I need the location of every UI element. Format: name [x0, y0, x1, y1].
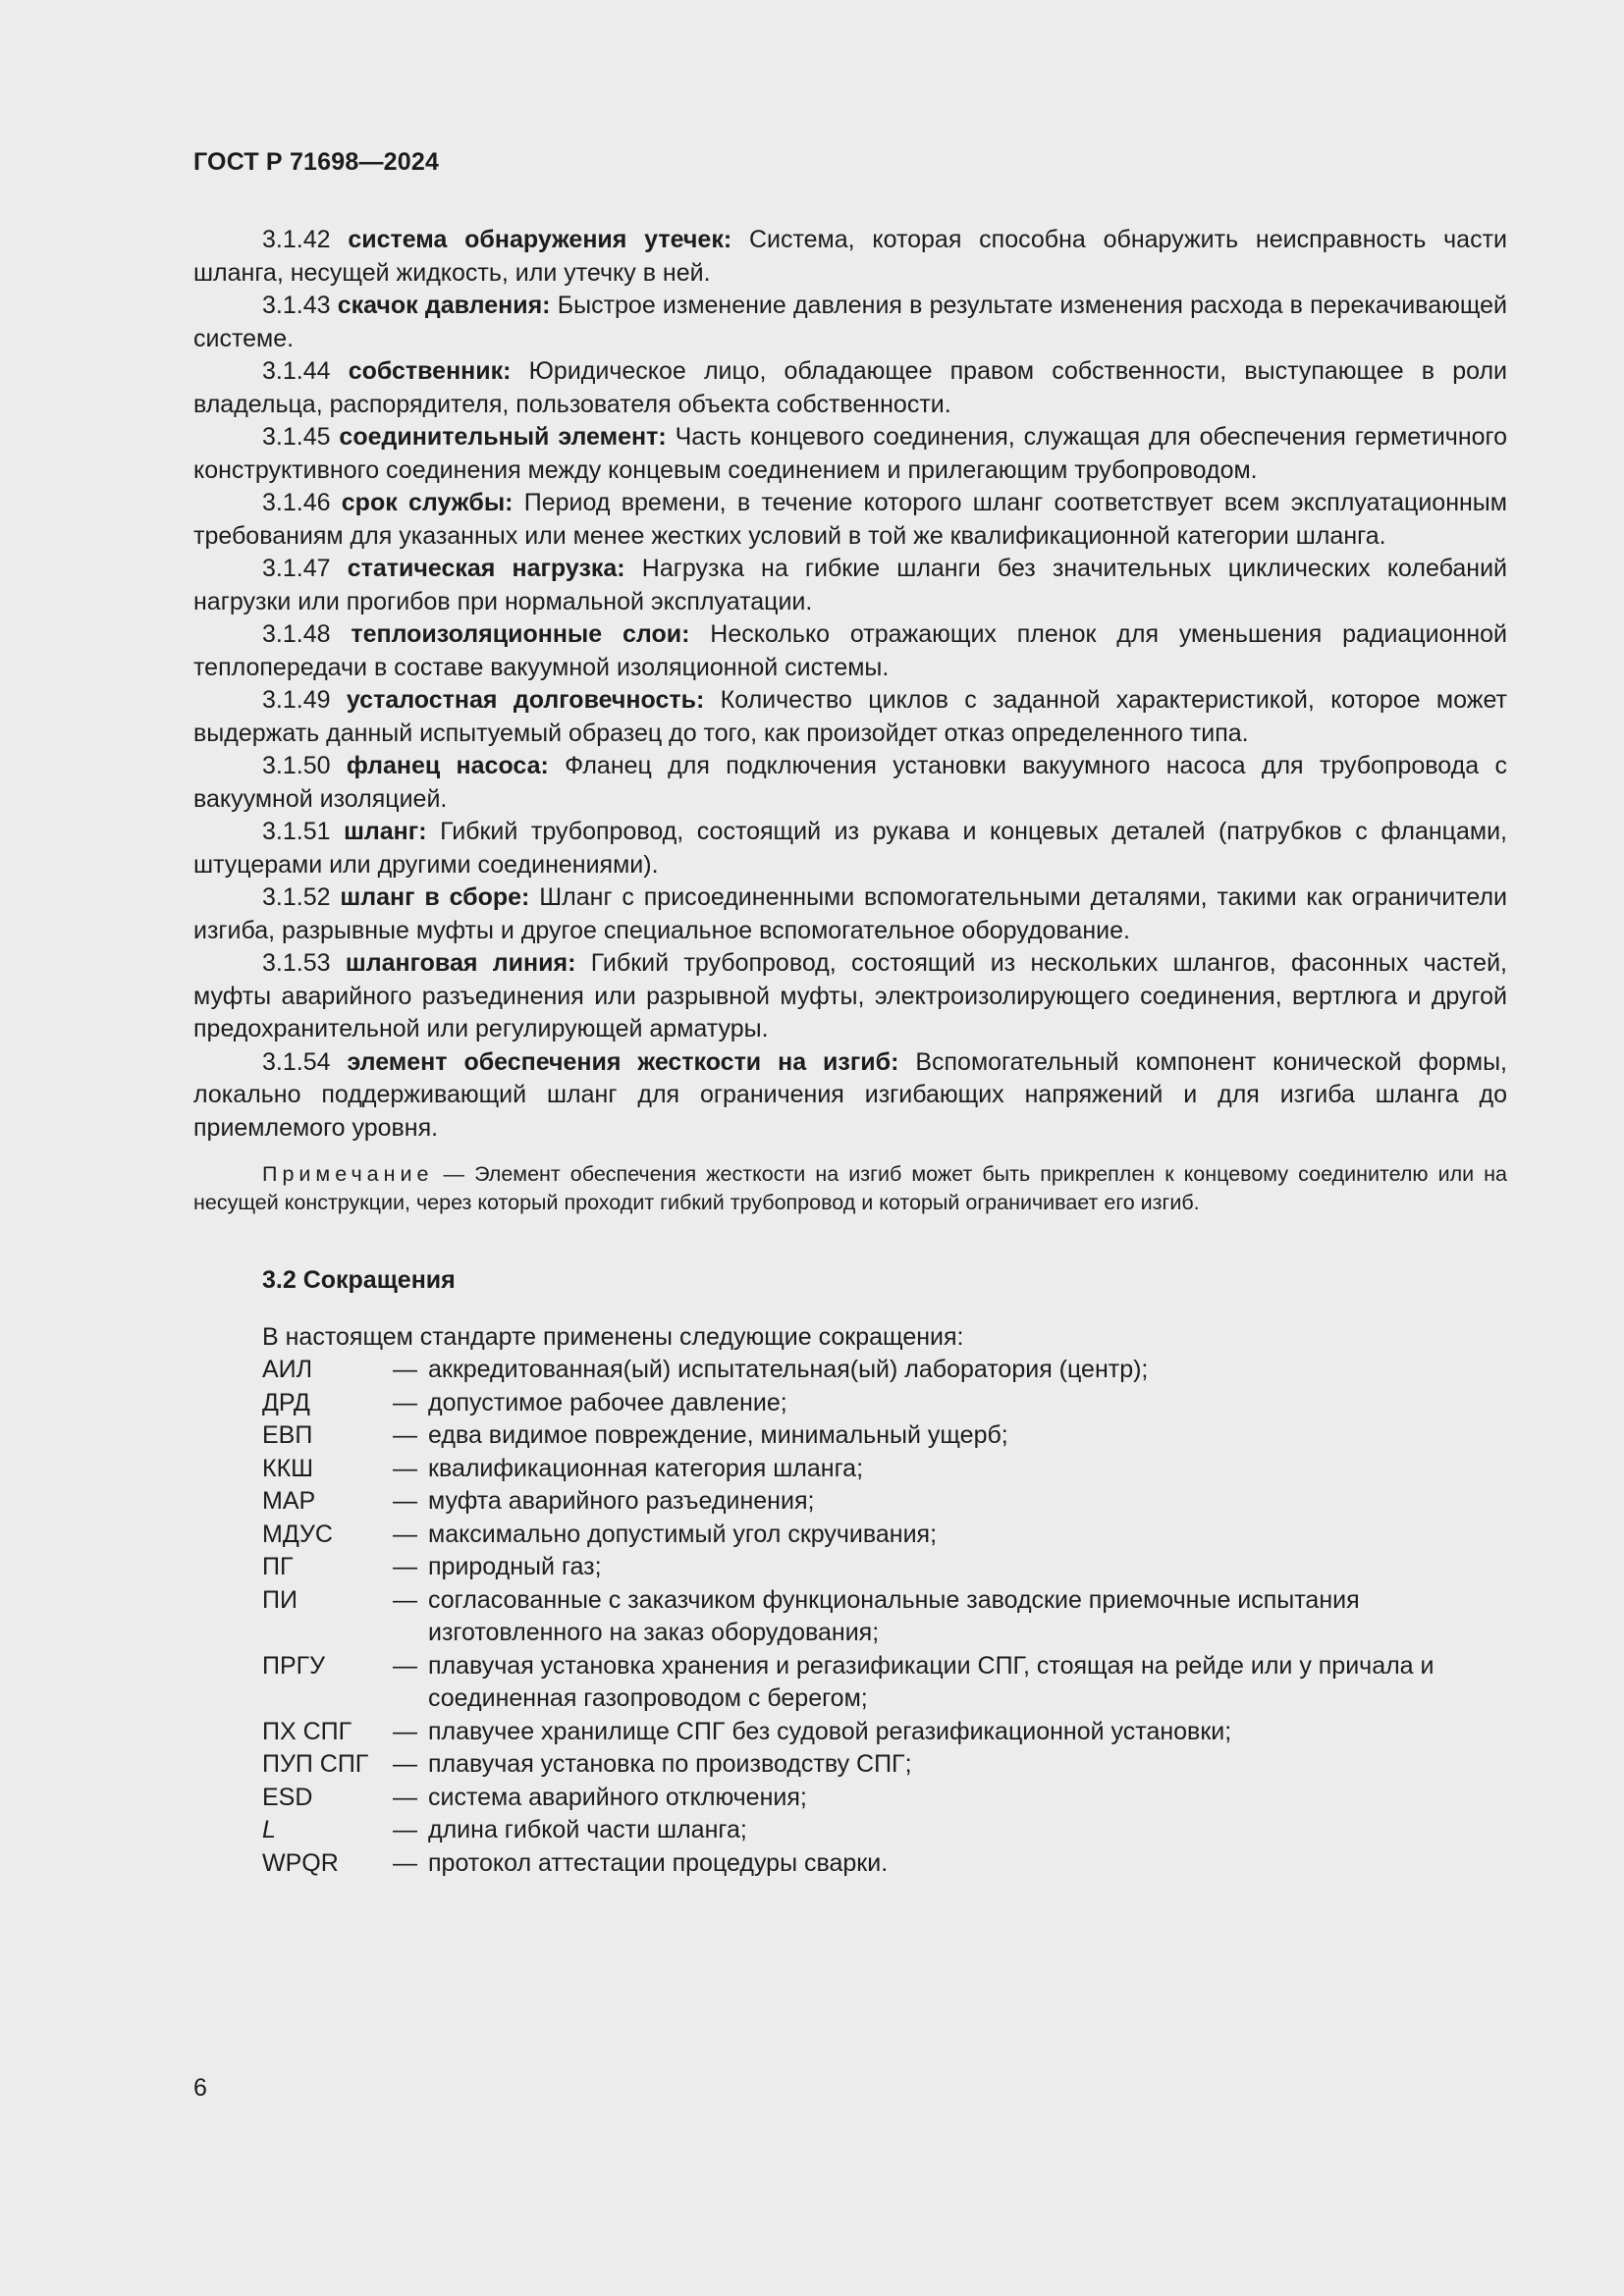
abbreviation-dash: — — [393, 1750, 417, 1778]
abbreviation-dash: — — [393, 1553, 417, 1580]
definition-number: 3.1.46 — [262, 489, 331, 516]
abbreviation-row — [262, 1453, 1507, 1486]
definition-item — [193, 421, 1507, 487]
abbreviation-value: согласованные с заказчиком функциональные заводские приемочные испытания изготовленного на заказ оборудования; — [428, 1585, 1360, 1646]
definition-item — [193, 553, 1507, 618]
abbreviation-row — [262, 1847, 1507, 1881]
definition-item — [193, 750, 1507, 816]
note — [193, 1160, 1507, 1217]
definition-term: срок службы: — [341, 489, 514, 516]
abbreviation-value: квалификационная категория шланга; — [428, 1454, 864, 1482]
abbreviation-row — [262, 1485, 1507, 1519]
abbreviation-value: допустимое рабочее давление; — [428, 1388, 787, 1416]
definition-number: 3.1.52 — [262, 883, 331, 911]
abbreviation-row — [262, 1650, 1507, 1716]
definition-number: 3.1.43 — [262, 292, 331, 319]
definition-text: Система, которая способна обнаружить неисправность части шланга, несущей жидкость, или утечку в ней. — [193, 226, 1508, 287]
definition-term: соединительный элемент: — [339, 423, 667, 451]
abbreviation-row — [262, 1814, 1507, 1847]
definition-text: Вспомогательный компонент конической формы, локально поддерживающий шланг для ограничения изгибающих напряжений и для изгиба шланга до приемлемого уровня. — [193, 1047, 1507, 1142]
note-label: Примечание — [262, 1162, 434, 1186]
abbreviation-key: ПГ — [262, 1553, 294, 1580]
definition-item — [193, 1046, 1507, 1146]
definition-item — [193, 816, 1507, 881]
definition-text: Шланг с присоединенными вспомогательными деталями, такими как ограничители изгиба, разрывные муфты и другое специальное вспомогательное оборудование. — [193, 883, 1507, 944]
definition-text: Гибкий трубопровод, состоящий из нескольких шлангов, фасонных частей, муфты аварийного разъединения или разрывной муфты, электроизолирующего соединения, вертлюга и другой предохранительной или регулирующей арматуры. — [193, 949, 1507, 1042]
abbreviation-value: муфта аварийного разъединения; — [428, 1487, 815, 1515]
abbreviation-row — [262, 1551, 1507, 1584]
definition-number: 3.1.48 — [262, 620, 331, 648]
definition-text: Юридическое лицо, обладающее правом собственности, выступающее в роли владельца, распорядителя, пользователя объекта собственности. — [193, 357, 1508, 418]
definition-term: система обнаружения утечек: — [348, 226, 732, 253]
definition-text: Часть концевого соединения, служащая для обеспечения герметичного конструктивного соединения между концевым соединением и прилегающим трубопроводом. — [193, 423, 1508, 484]
abbreviation-value: плавучая установка по производству СПГ; — [428, 1750, 912, 1778]
definition-term: шланг в сборе: — [340, 883, 530, 911]
abbreviation-value: едва видимое повреждение, минимальный ущерб; — [428, 1421, 1008, 1449]
abbreviation-key: МАР — [262, 1487, 316, 1515]
definition-number: 3.1.53 — [262, 949, 331, 977]
abbreviation-row — [262, 1716, 1507, 1749]
abbreviation-row — [262, 1354, 1507, 1387]
definition-number: 3.1.49 — [262, 686, 331, 714]
abbreviations-list — [262, 1354, 1507, 1880]
definition-number: 3.1.54 — [262, 1047, 331, 1076]
abbreviation-key: L — [262, 1816, 276, 1843]
abbreviation-value: плавучая установка хранения и регазификации СПГ, стоящая на рейде или у причала и соединенная газопроводом с берегом; — [428, 1651, 1435, 1712]
definition-term: фланец насоса: — [346, 752, 549, 779]
definition-term: собственник: — [348, 357, 512, 385]
note-dash: — — [433, 1162, 475, 1186]
abbreviation-dash: — — [393, 1717, 417, 1745]
definition-item — [193, 487, 1507, 553]
definition-term: скачок давления: — [337, 292, 551, 319]
note-text: Элемент обеспечения жесткости на изгиб может быть прикреплен к концевому соединителю или на несущей конструкции, через который проходит гибкий трубопровод и который ограничивает его изгиб. — [193, 1162, 1508, 1214]
abbreviation-dash: — — [393, 1388, 417, 1416]
abbreviation-value: протокол аттестации процедуры сварки. — [428, 1848, 889, 1877]
definition-item — [193, 224, 1507, 290]
abbreviation-key: ККШ — [262, 1454, 314, 1482]
abbreviation-value: плавучее хранилище СПГ без судовой регазификационной установки; — [428, 1717, 1232, 1745]
definition-term: шланговая линия: — [345, 949, 576, 977]
section-intro: В настоящем стандарте применены следующие сокращения: — [262, 1322, 964, 1351]
abbreviation-key: ПРГУ — [262, 1651, 326, 1680]
definition-text: Гибкий трубопровод, состоящий из рукава и концевых деталей (патрубков с фланцами, штуцерами или другими соединениями). — [193, 818, 1507, 879]
abbreviation-dash: — — [393, 1421, 417, 1449]
abbreviation-dash: — — [393, 1783, 417, 1811]
abbreviation-row — [262, 1519, 1507, 1552]
definition-item — [193, 881, 1507, 947]
abbreviation-key: ПИ — [262, 1585, 298, 1614]
definition-item — [193, 618, 1507, 684]
abbreviation-row — [262, 1584, 1507, 1650]
abbreviation-key: ДРД — [262, 1388, 310, 1416]
abbreviation-key: АИЛ — [262, 1356, 313, 1383]
definition-number: 3.1.44 — [262, 357, 331, 385]
definition-text: Количество циклов с заданной характеристикой, которое может выдержать данный испытуемый образец до того, как произойдет отказ определенного типа. — [193, 686, 1507, 747]
definition-item — [193, 355, 1507, 421]
definition-term: теплоизоляционные слои: — [351, 620, 690, 648]
abbreviation-key: ПХ СПГ — [262, 1717, 352, 1745]
abbreviation-row — [262, 1387, 1507, 1420]
definition-text: Несколько отражающих пленок для уменьшения радиационной теплопередачи в составе вакуумной изоляционной системы. — [193, 620, 1507, 681]
definition-text: Нагрузка на гибкие шланги без значительных циклических колебаний нагрузки или прогибов при нормальной эксплуатации. — [193, 555, 1507, 615]
definition-number: 3.1.50 — [262, 752, 331, 779]
section-title: 3.2 Сокращения — [262, 1266, 456, 1294]
page-number: 6 — [193, 2074, 207, 2102]
definition-number: 3.1.45 — [262, 423, 331, 451]
abbreviation-key: ЕВП — [262, 1421, 313, 1449]
abbreviation-dash: — — [393, 1816, 417, 1843]
definition-item — [193, 290, 1507, 355]
definition-number: 3.1.51 — [262, 818, 331, 845]
abbreviation-dash: — — [393, 1848, 417, 1877]
abbreviation-value: система аварийного отключения; — [428, 1783, 807, 1811]
abbreviation-key: ПУП СПГ — [262, 1750, 369, 1778]
abbreviation-key: МДУС — [262, 1520, 333, 1548]
definition-item — [193, 684, 1507, 750]
page-content — [193, 224, 1507, 1880]
abbreviation-value: природный газ; — [428, 1553, 602, 1580]
abbreviation-key: ESD — [262, 1783, 313, 1811]
abbreviation-row — [262, 1419, 1507, 1453]
abbreviation-key: WPQR — [262, 1848, 339, 1877]
definition-number: 3.1.42 — [262, 226, 331, 253]
abbreviation-value: аккредитованная(ый) испытательная(ый) лаборатория (центр); — [428, 1356, 1149, 1383]
definition-term: элемент обеспечения жесткости на изгиб: — [347, 1047, 899, 1076]
definitions-list — [193, 224, 1507, 1145]
abbreviation-dash: — — [393, 1651, 417, 1680]
definition-term: статическая нагрузка: — [347, 555, 625, 582]
definition-item — [193, 947, 1507, 1046]
abbreviation-value: максимально допустимый угол скручивания; — [428, 1520, 938, 1548]
abbreviation-dash: — — [393, 1356, 417, 1383]
abbreviation-dash: — — [393, 1454, 417, 1482]
definition-term: шланг: — [344, 818, 427, 845]
abbreviation-dash: — — [393, 1585, 417, 1614]
abbreviation-dash: — — [393, 1487, 417, 1515]
definition-number: 3.1.47 — [262, 555, 331, 582]
abbreviation-row — [262, 1782, 1507, 1815]
definition-text: Период времени, в течение которого шланг соответствует всем эксплуатационным требованиям для указанных или менее жестких условий в той же квалификационной категории шланга. — [193, 489, 1507, 550]
definition-text: Фланец для подключения установки вакуумного насоса для трубопровода с вакуумной изоляцией. — [193, 752, 1507, 813]
definition-text: Быстрое изменение давления в результате изменения расхода в перекачивающей системе. — [193, 292, 1507, 352]
document-header: ГОСТ Р 71698—2024 — [193, 148, 440, 176]
abbreviation-row — [262, 1748, 1507, 1782]
abbreviation-dash: — — [393, 1520, 417, 1548]
abbreviation-value: длина гибкой части шланга; — [428, 1816, 747, 1843]
definition-term: усталостная долговечность: — [346, 686, 705, 714]
